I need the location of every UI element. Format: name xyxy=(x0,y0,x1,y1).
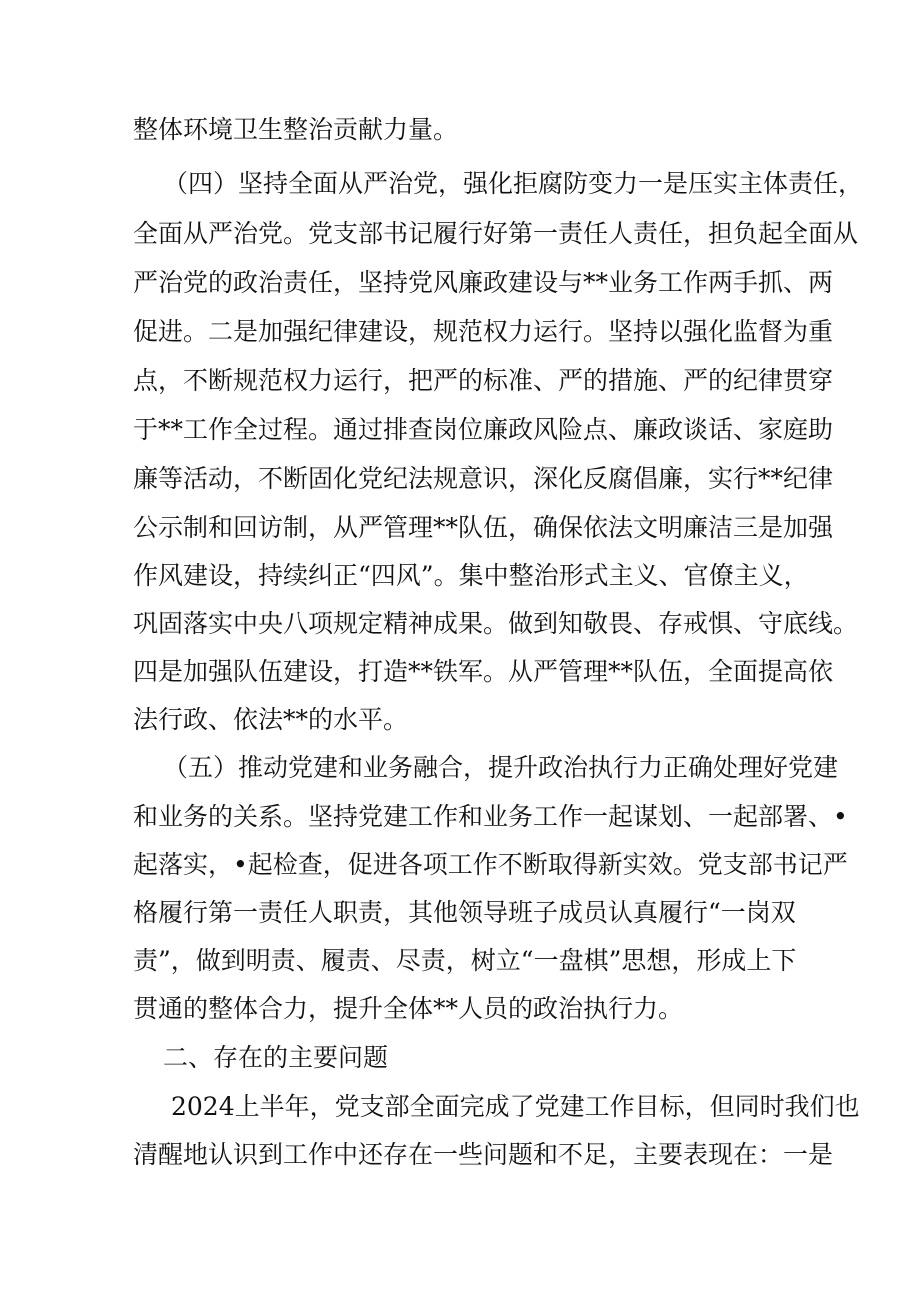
body-text-line: 贯通的整体合力，提升全体**人员的政治执行力。 xyxy=(133,994,684,1023)
body-text-line: 全面从严治党。党支部书记履行好第一责任人责任，担负起全面从 xyxy=(133,219,859,248)
body-text-line: 格履行第一责任人职责，其他领导班子成员认真履行“一岗双 xyxy=(133,898,796,927)
body-text-line: 整体环境卫生整治贡献力量。 xyxy=(133,115,459,144)
body-text-line: 公示制和回访制，从严管理**队伍，确保依法文明廉洁三是加强 xyxy=(133,513,834,542)
body-text-line: 和业务的关系。坚持党建工作和业务工作一起谋划、一起部署、• xyxy=(133,802,848,831)
body-text-line: 廉等活动，不断固化党纪法规意识，深化反腐倡廉，实行**纪律 xyxy=(133,464,834,493)
section-heading: 二、存在的主要问题 xyxy=(163,1043,389,1072)
body-text-line: 促进。二是加强纪律建设，规范权力运行。坚持以强化监督为重 xyxy=(133,317,834,346)
body-text-line: 作风建设，持续纠正“四风”。集中整治形式主义、官僚主义， xyxy=(133,561,809,590)
body-text-line: 严治党的政治责任，坚持党风廉政建设与**业务工作两手抓、两 xyxy=(133,268,834,297)
body-text-line: 起落实，•起检查，促进各项工作不断取得新实效。党支部书记严 xyxy=(133,850,848,879)
body-text-line: 巩固落实中央八项规定精神成果。做到知敬畏、存戒惧、守底线。 xyxy=(133,609,859,638)
body-text-line: 清醒地认识到工作中还存在一些问题和不足，主要表现在：一是 xyxy=(133,1140,834,1169)
body-text-line: 2024上半年，党支部全面完成了党建工作目标，但同时我们也 xyxy=(171,1092,860,1121)
body-text-line: 法行政、依法**的水平。 xyxy=(133,705,409,734)
paragraph-heading-line: （四）坚持全面从严治党，强化拒腐防变力一是压实主体责任， xyxy=(163,169,864,198)
body-text-line: 四是加强队伍建设，打造**铁军。从严管理**队伍，全面提高依 xyxy=(133,657,834,686)
body-text-line: 于**工作全过程。通过排查岗位廉政风险点、廉政谈话、家庭助 xyxy=(133,415,834,444)
paragraph-heading-line: （五）推动党建和业务融合，提升政治执行力正确处理好党建 xyxy=(163,753,839,782)
body-text-line: 点，不断规范权力运行，把严的标准、严的措施、严的纪律贯穿 xyxy=(133,366,834,395)
body-text-line: 责”，做到明责、履责、尽责，树立“一盘棋”思想，形成上下 xyxy=(133,946,797,975)
